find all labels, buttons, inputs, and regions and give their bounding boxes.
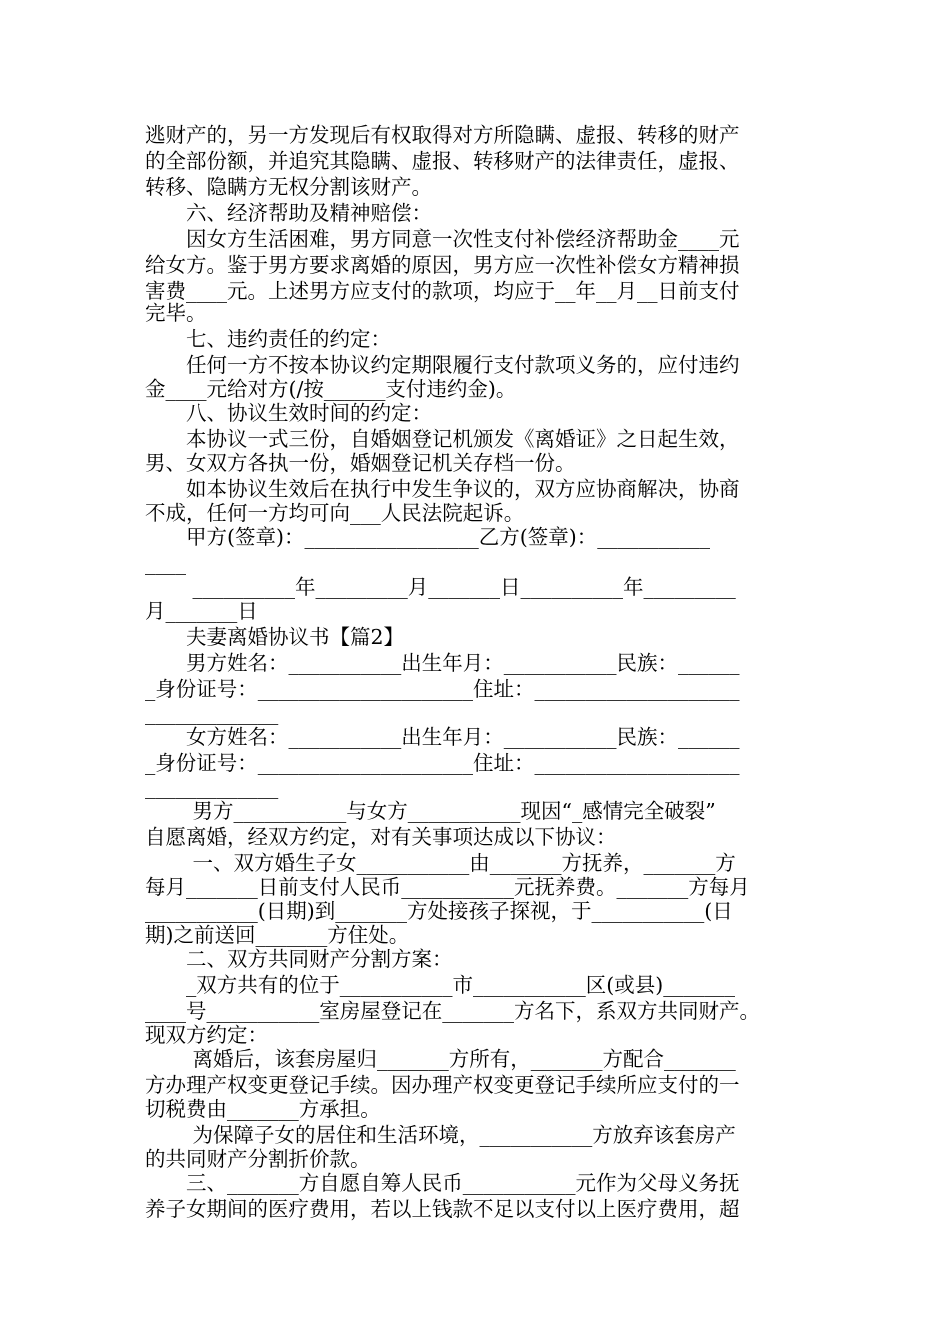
section-heading: 八、协议生效时间的约定： bbox=[145, 401, 432, 425]
text-line: 自愿离婚，经双方约定，对有关事项达成以下协议： bbox=[145, 825, 617, 849]
text-line: 三、_______方自愿自筹人民币___________元作为父母义务抚 bbox=[145, 1171, 740, 1195]
signature-line: ____ bbox=[145, 551, 186, 575]
text-line: 一、双方婚生子女___________由_______方抚养，_______方 bbox=[145, 851, 736, 875]
text-line: 如本协议生效后在执行中发生争议的，双方应协商解决，协商 bbox=[145, 477, 740, 501]
text-line: ____号___________室房屋登记在_______方名下，系双方共同财产。 bbox=[145, 999, 760, 1023]
text-line: 切税费由_______方承担。 bbox=[145, 1097, 381, 1121]
text-line: 的全部份额，并追究其隐瞒、虚报、转移财产的法律责任，虚报、 bbox=[145, 149, 740, 173]
text-line: 害费____元。上述男方应支付的款项，均应于__年__月__日前支付 bbox=[145, 279, 740, 303]
form-line: 男方姓名：___________出生年月：___________民族：______ bbox=[145, 651, 740, 675]
text-line: 因女方生活困难，男方同意一次性支付补偿经济帮助金____元 bbox=[145, 227, 740, 251]
form-line: _身份证号：_____________________住址：____________________ bbox=[145, 751, 740, 775]
text-line: ___________(日期)到_______方处接孩子探视，于___________(日 bbox=[145, 899, 733, 923]
form-line: _____________ bbox=[145, 701, 279, 725]
section-heading: 六、经济帮助及精神赔偿： bbox=[145, 201, 432, 225]
text-line: 任何一方不按本协议约定期限履行支付款项义务的，应付违约 bbox=[145, 353, 740, 377]
text-line: 养子女期间的医疗费用，若以上钱款不足以支付以上医疗费用，超 bbox=[145, 1197, 740, 1221]
text-line: 现双方约定： bbox=[145, 1023, 268, 1047]
date-line: 月_______日 bbox=[145, 599, 258, 623]
text-line: 的共同财产分割折价款。 bbox=[145, 1147, 371, 1171]
section-heading: 七、违约责任的约定： bbox=[145, 327, 391, 351]
date-line: __________年_________月_______日__________年_________ bbox=[145, 575, 736, 599]
text-line: 方办理产权变更登记手续。因办理产权变更登记手续所应支付的一 bbox=[145, 1073, 740, 1097]
text-line: 每月_______日前支付人民币___________元抚养费。_______方每月 bbox=[145, 875, 750, 899]
document-title: 夫妻离婚协议书【篇2】 bbox=[145, 625, 405, 649]
text-line: 本协议一式三份，自婚姻登记机颁发《离婚证》之日起生效， bbox=[145, 427, 740, 451]
text-line: 完毕。 bbox=[145, 301, 207, 325]
section-heading: 二、双方共同财产分割方案： bbox=[145, 947, 453, 971]
text-line: 离婚后，该套房屋归_______方所有，_______方配合_______ bbox=[145, 1047, 736, 1071]
text-line: 金____元给对方(/按______支付违约金)。 bbox=[145, 377, 517, 401]
form-line: _身份证号：_____________________住址：____________________ bbox=[145, 677, 740, 701]
text-line: _双方共有的位于___________市___________区(或县)_______ bbox=[145, 973, 735, 997]
text-line: 期)之前送回_______方住处。 bbox=[145, 923, 410, 947]
text-line: 不成，任何一方均可向___人民法院起诉。 bbox=[145, 501, 525, 525]
form-line: _____________ bbox=[145, 775, 279, 799]
text-line: 男方___________与女方___________现因“_感情完全破裂” bbox=[145, 799, 716, 823]
text-line: 逃财产的，另一方发现后有权取得对方所隐瞒、虚报、转移的财产 bbox=[145, 123, 740, 147]
form-line: 女方姓名：___________出生年月：___________民族：______ bbox=[145, 725, 740, 749]
text-line: 男、女双方各执一份，婚姻登记机关存档一份。 bbox=[145, 451, 576, 475]
text-line: 给女方。鉴于男方要求离婚的原因，男方应一次性补偿女方精神损 bbox=[145, 253, 740, 277]
signature-line: 甲方(签章)：_________________乙方(签章)：___________ bbox=[145, 525, 710, 549]
text-line: 转移、隐瞒方无权分割该财产。 bbox=[145, 175, 432, 199]
text-line: 为保障子女的居住和生活环境，___________方放弃该套房产 bbox=[145, 1123, 736, 1147]
